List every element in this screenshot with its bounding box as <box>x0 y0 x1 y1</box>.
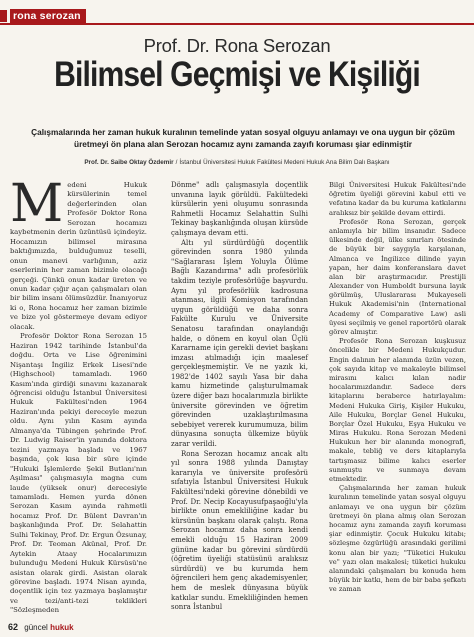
header-rule <box>0 23 474 25</box>
section-tag-label: rona serozan <box>10 9 86 23</box>
byline-affiliation: İstanbul Üniversitesi Hukuk Fakültesi Medeni Hukuk Ana Bilim Dalı Başkanı <box>179 159 390 166</box>
article-deck: Çalışmalarında her zaman hukuk kuralının temelinde yatan sosyal olguyu anlamayı ve ona uygun bir çözüm üretmeyi ön plana alan Serozan hocamız aynı zamanda zayıfı koruması şiar edinmiştir <box>31 127 455 149</box>
page-number: 62 <box>8 622 19 632</box>
article-column-3 <box>329 181 466 594</box>
paragraph-text: edeni Hukuk kürsülerinin temel değerlerinden olan Profesör Doktor Rona Serozan hocamızı kaybetmenin derin üzüntüsü içindeyiz. Hocamızın bilimsel mirasına baktığımızda, bulduğumuz teselli, onun manevi varlığının, aziz eserlerinin her zaman bizimle olacağı gerçeği. Çünkü onun kadar üreten ve onun kadar çığır açan çalışmaları olan bir bilim insanı ölümsüzdür. İnanıyoruz ki o, Rona hocamız her zaman bizimle ve bize yol göstermeye devam ediyor olacak. <box>10 181 147 331</box>
column-paragraph <box>10 174 147 332</box>
byline <box>0 159 474 166</box>
column-paragraph: Profesör Rona Serozan, gerçek anlamıyla bir bilim insanıdır. Sadece ülkesinde değil, ülke sınırları ötesinde de büyük bir saygıyla karşılanan, Almanca ve İngilizce dilinde yayın yapan, her daim konferanslara davet alan bir araştırmacıdır. Prestijli Alexander von Humboldt bursuna layık görülmüş, Uluslararası Mukayeseli Hukuk Akademisi'nin (International Academy of Comparative Law) asli üyesi seçilmiş ve genel raportörü olarak görev almıştır. <box>329 217 466 336</box>
drop-cap: M <box>10 174 64 234</box>
section-tag <box>0 8 86 24</box>
section-tag-marker <box>0 10 7 22</box>
column-paragraph: Dönme" adlı çalışmasıyla doçentlik unvanına layık görüldü. Fakültedeki kürsülerin yeni oluşumu sonrasında Rahmetli Hocamız Selahattin Sulhi Tekinay başkanlığında oluşan kürsüde çalışmaya devam etti. <box>171 181 308 237</box>
page-footer <box>8 622 74 632</box>
byline-author: Prof. Dr. Saibe Oktay Özdemir <box>84 159 174 166</box>
magazine-name-suffix: hukuk <box>50 623 74 632</box>
magazine-name <box>24 623 73 632</box>
column-paragraph: Bilgi Üniversitesi Hukuk Fakültesi'nde öğretim üyeliği görevini kabul etti ve vefatına kadar da bu kuruma katkılarını aralıksız bir şekilde devam ettirdi. <box>329 181 466 217</box>
column-paragraph: Çalışmalarında her zaman hukuk kuralının temelinde yatan sosyal olguyu anlamayı ve ona uygun bir çözüm üretmeyi ön plana almış olan Serozan hocamız aynı zamanda zayıfı koruması şiar edinmiştir. Çocuk Hukuku kitabı; sözleşme özgürlüğü arasındaki gerilimi konu alan bir yazı; "Tüketici Hukuku ve" yazı olan makalesi; tüketici hukuku alanındaki çalışmaları bu konuda hem büyük bir katkı, hem de bir baba şefkatı ve zaman <box>329 484 466 594</box>
byline-separator: / <box>175 159 178 166</box>
article-column-1 <box>10 174 147 616</box>
author-name-heading: Prof. Dr. Rona Serozan <box>143 35 331 56</box>
column-paragraph: Altı yıl sürdürdüğü doçentlik görevinden sonra 1980 yılında "Sağlararası İşlem Yoluyla Ölüme Bağlı Kazandırma" adlı profesörlük takdim teziyle profesörlüğe başvurdu. Aynı yıl profesörlük kadrosuna atanması, ilgili Komisyon tarafından uygun görüldüğü ve daha sonra Fakülte Kurulu ve Üniversite Senatosu tarafından onaylandığı halde, o dönem en koyul olan Üçlü Kararname için gerekli deviet başkanı imzası atılmadığı için maalesef gerçekleşmemiştir. Ve ne yazık ki, 1982'de 1402 sayılı Yasa bir daha kamu hizmetinde çalışturulmamak üzere diğer bazı hocalarımızla birlikte üniversite görevinden ve öğretim görevinden uzaklaştırılmasına sebebiyet vererek kurumumuza, bilim dünyasına sonuçta ülkemize büyük zarar verildi. <box>171 238 308 449</box>
column-paragraph: Profesör Rona Serozan kuşkusuz öncelikle bir Medeni Hukukçudur. Engin dalının her alanında üzün vezen, çok sayıda kitap ve makaleyle bilimsel mirasını kalıcı kılan nadir hocalarımızdandır. Sadece ders kitaplarını beraberce hatırlayalım: Medeni Hukuka Giriş, Kişiler Hukuku, Aile Hukuku, Borçlar Genel Hukuku, Borçlar Özel Hukuku, Eşya Hukuku ve Miras Hukuku. Rona Serozan Medeni Hukukun her bir alanında monografi, makale, tebliğ ve ders kitaplarıyla tartışmasız bilime kalıcı eserler sunmuştu ve sunmaya devam etmektedir. <box>329 337 466 483</box>
column-paragraph: Profesör Doktor Rona Serozan 15 Haziran 1942 tarihinde İstanbul'da doğdu. Orta ve Lise öğrenimini Nişantaşı İngiliz Erkek Lisesi'nde (Highschool) tamamladı. 1960 Kasım'ında girdiği sınavını kazanarak öğrencisi olduğu İstanbul Üniversitesi Hukuk Fakültesi'nden 1964 Haziran'ında pekiyi dereceyle mezun oldu. Aynı yılın Kasım ayında Almanya'da Tübingen şehrinde Prof. Dr. Ludwig Raiser'in yanında doktora tezini yazmaya başladı ve 1967 başında, çok kısa bir süre içinde "Hukuki İşlemlerde Şekil Butlanı'nın Aşılması" çalışmasıyla magna cum laude (yüksek onur) derecesiyle tamamladı. Hemen yurda dönen Serozan Kasım ayında rahmetli hocamız Prof. Dr. Bülent Davran'ın başkanlığında Prof. Dr. Selahattin Sulhi Tekinay, Prof. Dr. Ergun Özsunay, Prof. Dr. Teoman Akünal, Prof. Dr. Aytekin Ataay Hocalarımızın bulunduğu Medeni Hukuk Kürsüsü'ne asistan olarak girdi. Asistan olarak görevine başladı. 1974 Nisan ayında, doçentlik için tez yazmaya başlamıştır ve tezi/anti-tezi teklikleri "Sözleşmeden <box>10 332 147 615</box>
article-headline: Bilimsel Geçmişi ve Kişiliği <box>54 55 420 94</box>
article-column-2 <box>171 181 308 613</box>
column-paragraph: Rona Serozan hocamız ancak altı yıl sonra 1988 yılında Danıştay kararıyla ve üniversite profesörü sıfatıyla İstanbul Üniversitesi Hukuk Fakültesi'ndeki görevine dönebildi ve Prof. Dr. Necip Kocayusufpaşaoğlu'yla birlikte onun emekliliğine kadar bu kürsünün başkanı olarak çalıştı. Rona Serozan hocamız daha sonra kendi emekli olduğu 15 Haziran 2009 gününe kadar bu görevini sürdürdü (öğretim üyeliği statüsünü aralıksız sürdürdü) ve bu kurumda hem öğrencileri hem genç akademisyenler, hem de meslek dünyasına büyük katkılar sundu. Emekliliğinden hemen sonra İstanbul <box>171 449 308 612</box>
magazine-name-prefix: güncel <box>24 623 48 632</box>
